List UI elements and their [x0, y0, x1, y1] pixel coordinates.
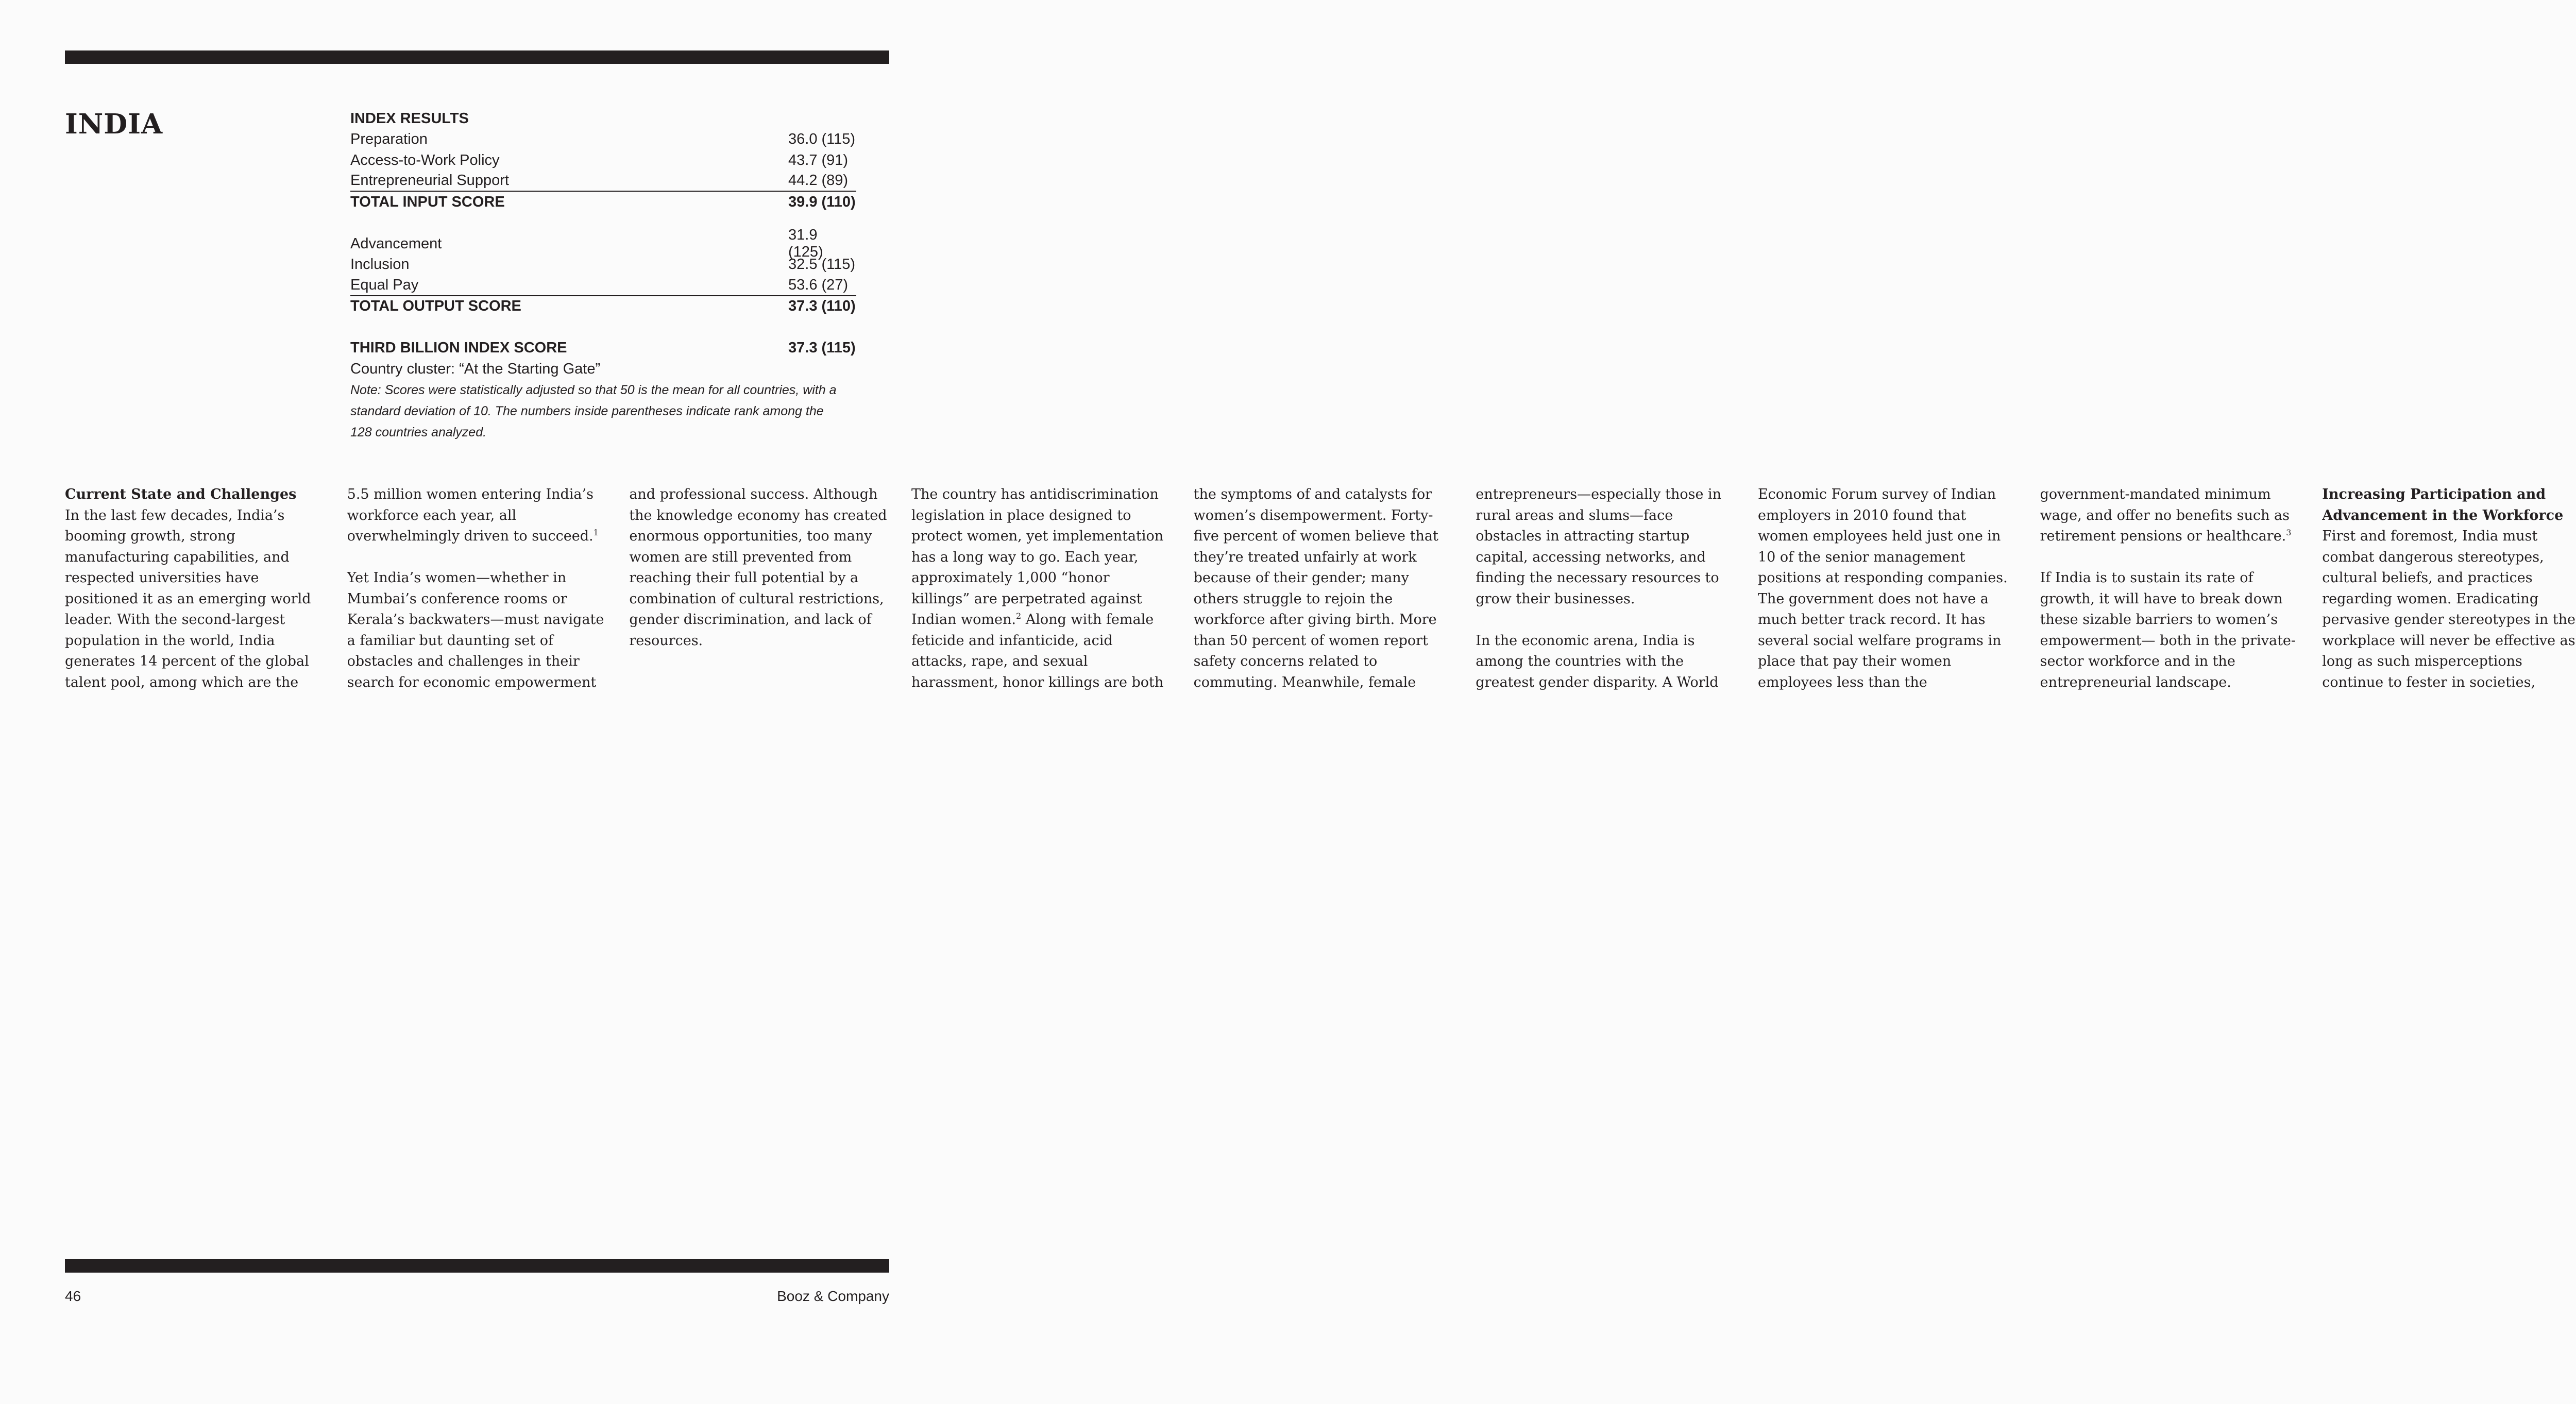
row-value: 31.9 (125)	[788, 227, 823, 261]
footnote-ref: 2	[1015, 611, 1022, 621]
row-label: TOTAL OUTPUT SCORE	[350, 298, 521, 315]
paragraph: If India is to sustain its rate of growth, it will have to break down these sizable barriers to women’s empowerment— both in the private-sector workforce and in the entrepreneurial landscape.	[2040, 570, 2296, 690]
paragraph: In the economic arena, India is among the countries with the greatest gender disparity. A World Economic Forum survey of Indian employers in 2010 found that women employees held just one in 10 of the senior management positions at responding companies. The government does not have a much better track record. It has several social welfare programs in place that pay their women employees less than the government-mandated minimum wage, and offer no benefits such as retirement pensions or healthcare.$^3$	[1476, 486, 2292, 690]
paragraph: The country has antidiscrimination legislation in place designed to protect women, yet implementation has a long way to go. Each year, approximately 1,000 “honor killings” are perpetrated against Indian women.$^2$ Along with female feticide and infanticide, acid attacks, rape, and sexual harassment, honor killings are both the symptoms of and catalysts for women’s disempowerment. Forty-five percent of women believe that they’re treated unfairly at work because of their gender; many others struggle to rejoin the workforce after giving birth. More than 50 percent of women report safety concerns related to commuting. Meanwhile, female entrepreneurs—especially those in rural areas and slums—face obstacles in attracting startup capital, accessing networks, and finding the necessary resources to grow their businesses.	[911, 486, 1722, 690]
scores-note: Note: Scores were statistically adjusted so that 50 is the mean for all countries, with a standard deviation of 10. The numbers inside parentheses indicate rank among the 128 countries analyzed.	[350, 382, 837, 439]
index-row-total-input	[350, 192, 856, 213]
index-row-entrepreneurial-support	[350, 171, 856, 192]
row-value: 36.0 (115)	[788, 131, 856, 148]
row-label: Entrepreneurial Support	[350, 172, 509, 189]
publisher-name: Booz & Company	[777, 1288, 889, 1304]
paragraph: In the last few decades, India’s booming growth, strong manufacturing capabilities, and respected universities have positioned it as an emerging world leader. With the second-largest population in the world, India generates 14 percent of the global talent pool, among which are the 5.5 million women entering India’s workforce each year, all overwhelmingly driven to succeed.$^1$	[65, 486, 599, 690]
row-label: THIRD BILLION INDEX SCORE	[350, 340, 567, 357]
index-row-total-output	[350, 296, 856, 317]
index-row-equal-pay	[350, 275, 856, 296]
row-label: TOTAL INPUT SCORE	[350, 193, 505, 210]
article-body	[65, 484, 2575, 709]
top-rule	[65, 50, 889, 64]
index-row-advancement	[350, 227, 856, 261]
country-title: INDIA	[65, 108, 163, 140]
row-value: 32.5 (115)	[788, 256, 856, 273]
row-label: Advancement	[350, 235, 442, 252]
row-value: 53.6 (27)	[788, 276, 849, 293]
row-value: 44.2 (89)	[788, 172, 849, 189]
row-label: Access-to-Work Policy	[350, 151, 500, 168]
section-heading-increasing-participation: Increasing Participation and Advancement in the Workforce	[2322, 486, 2564, 523]
bottom-rule	[65, 1259, 889, 1273]
index-results-table	[350, 108, 856, 443]
section-heading-current-state: Current State and Challenges	[65, 486, 297, 502]
index-row-inclusion	[350, 255, 856, 276]
row-value: 37.3 (115)	[788, 340, 856, 357]
row-label: Inclusion	[350, 256, 410, 273]
row-value: 39.9 (110)	[788, 193, 856, 210]
row-value: 37.3 (110)	[788, 298, 856, 315]
paragraph: Yet India’s women—whether in Mumbai’s conference rooms or Kerala’s backwaters—must navigate a familiar but daunting set of obstacles and challenges in their search for economic empowerment and professional success. Although the knowledge economy has created enormous opportunities, too many women are still prevented from reaching their full potential by a combination of cultural restrictions, gender discrimination, and lack of resources.	[347, 486, 887, 690]
country-cluster: Country cluster: “At the Starting Gate”	[350, 361, 601, 377]
footnote-ref: 3	[2286, 528, 2292, 537]
index-row-access-to-work	[350, 150, 856, 171]
row-label: Equal Pay	[350, 276, 419, 293]
index-results-heading: INDEX RESULTS	[350, 110, 469, 127]
page-number: 46	[65, 1288, 81, 1304]
paragraph: First and foremost, India must combat dangerous stereotypes, cultural beliefs, and practices regarding women. Eradicating pervasive gender stereotypes in the workplace will never be effective as long as such misperceptions continue to fester in societies,	[2322, 528, 2575, 690]
index-row-third-billion	[350, 338, 856, 359]
footnote-ref: 1	[593, 528, 599, 537]
row-value: 43.7 (91)	[788, 151, 849, 168]
index-row-preparation	[350, 129, 856, 150]
row-label: Preparation	[350, 131, 428, 148]
